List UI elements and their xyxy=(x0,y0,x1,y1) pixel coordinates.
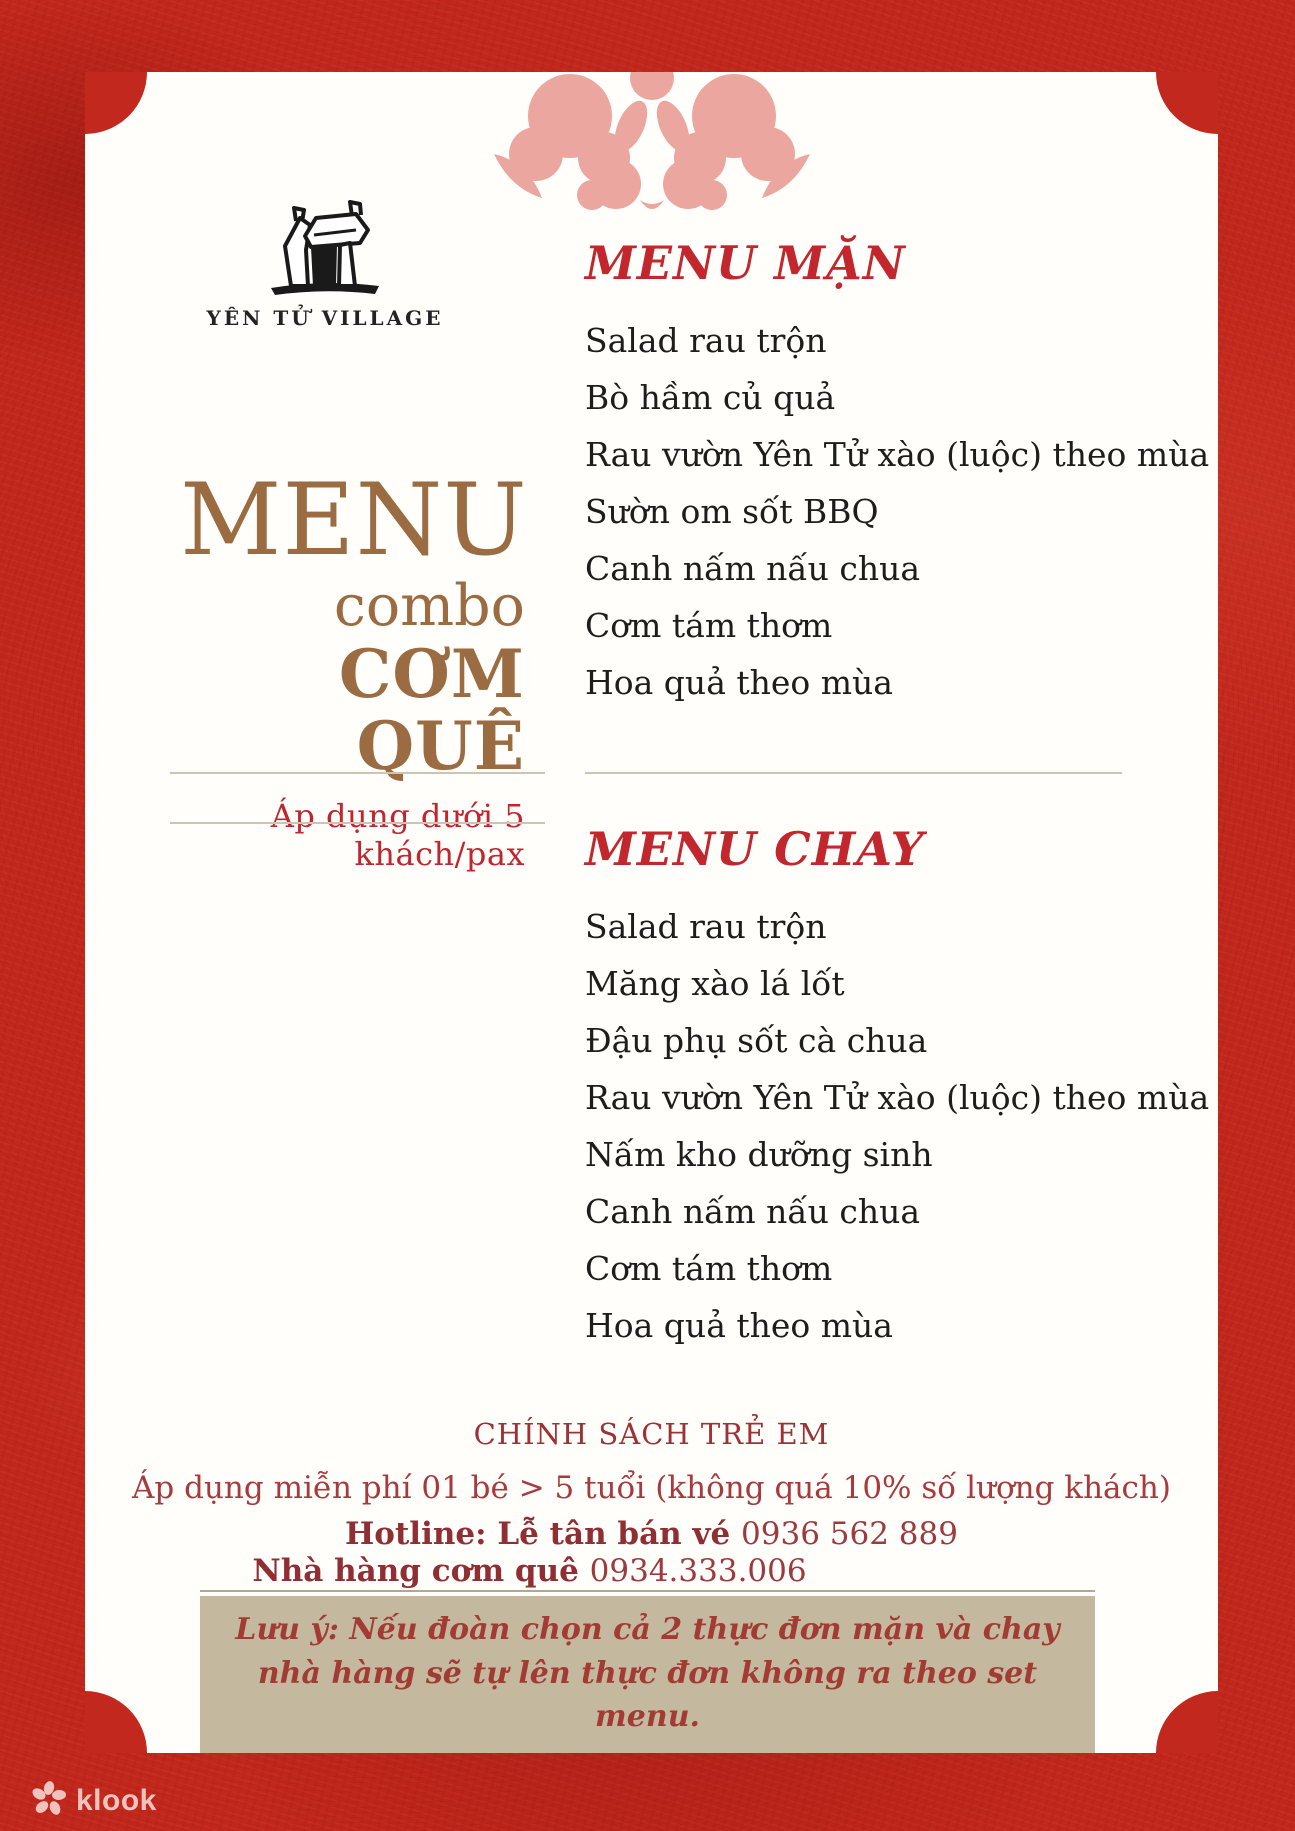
note-top-rule xyxy=(200,1590,1095,1592)
menu-item: Rau vườn Yên Tử xào (luộc) theo mùa xyxy=(585,435,1210,474)
menu-title-block xyxy=(180,463,528,873)
divider-right xyxy=(585,772,1122,774)
logo-wordmark: YÊN TỬ VILLAGE xyxy=(206,306,444,330)
menu-item: Salad rau trộn xyxy=(585,907,827,946)
corner-ear-top-right xyxy=(1156,72,1218,134)
title-com-que: CƠM QUÊ xyxy=(338,634,525,786)
hotline-restaurant-label: Nhà hàng cơm quê xyxy=(252,1553,590,1589)
note-line-1: Lưu ý: Nếu đoàn chọn cả 2 thực đơn mặn và chay xyxy=(235,1612,1060,1647)
lotus-ornament-top-icon xyxy=(482,72,822,224)
menu-item: Bò hầm củ quả xyxy=(585,378,836,417)
note-box xyxy=(200,1596,1095,1753)
menu-item: Salad rau trộn xyxy=(585,321,827,360)
hotline-ticket-label: Hotline: Lễ tân bán vé xyxy=(345,1516,742,1552)
divider-left-bottom xyxy=(170,822,545,824)
title-menu: MENU xyxy=(180,463,528,578)
children-policy-heading: CHÍNH SÁCH TRẺ EM xyxy=(473,1417,830,1451)
klook-logo-icon xyxy=(30,1780,68,1822)
menu-item: Nấm kho dưỡng sinh xyxy=(585,1135,933,1174)
corner-ear-bottom-right xyxy=(1156,1691,1218,1753)
village-house-icon xyxy=(200,190,450,302)
hotline-ticket-number: 0936 562 889 xyxy=(741,1516,958,1552)
menu-chay-section xyxy=(585,822,1210,1354)
divider-left-top xyxy=(170,772,545,774)
title-combo: combo xyxy=(333,572,525,639)
klook-wordmark: klook xyxy=(76,1784,157,1817)
menu-item: Canh nấm nấu chua xyxy=(585,549,921,588)
children-policy-line: Áp dụng miễn phí 01 bé > 5 tuổi (không quá 10% số lượng khách) xyxy=(132,1470,1171,1506)
menu-chay-heading: MENU CHAY xyxy=(585,822,925,876)
note-section xyxy=(200,1590,1095,1753)
menu-item: Hoa quả theo mùa xyxy=(585,663,893,702)
menu-item: Rau vườn Yên Tử xào (luộc) theo mùa xyxy=(585,1078,1210,1117)
restaurant-logo xyxy=(200,190,450,330)
klook-watermark xyxy=(30,1780,157,1822)
menu-item: Đậu phụ sốt cà chua xyxy=(585,1021,928,1060)
menu-man-list xyxy=(585,312,1210,711)
menu-item: Cơm tám thơm xyxy=(585,1249,833,1288)
menu-item: Canh nấm nấu chua xyxy=(585,1192,921,1231)
menu-card xyxy=(85,72,1218,1753)
menu-item: Hoa quả theo mùa xyxy=(585,1306,893,1345)
title-subtitle: Áp dụng dưới 5 khách/pax xyxy=(270,796,525,873)
menu-item: Sườn om sốt BBQ xyxy=(585,492,879,531)
hotline-restaurant xyxy=(85,1553,1096,1589)
corner-ear-top-left xyxy=(85,72,147,134)
menu-chay-list xyxy=(585,898,1210,1354)
menu-man-section xyxy=(585,236,1210,711)
hotline-restaurant-number: 0934.333.006 xyxy=(589,1553,807,1589)
corner-ear-bottom-left xyxy=(85,1691,147,1753)
hotline-ticket-desk xyxy=(85,1516,1218,1552)
menu-item: Măng xào lá lốt xyxy=(585,964,845,1003)
menu-item: Cơm tám thơm xyxy=(585,606,833,645)
note-line-2: nhà hàng sẽ tự lên thực đơn không ra theo set menu. xyxy=(257,1655,1038,1734)
menu-man-heading: MENU MẶN xyxy=(585,236,906,290)
